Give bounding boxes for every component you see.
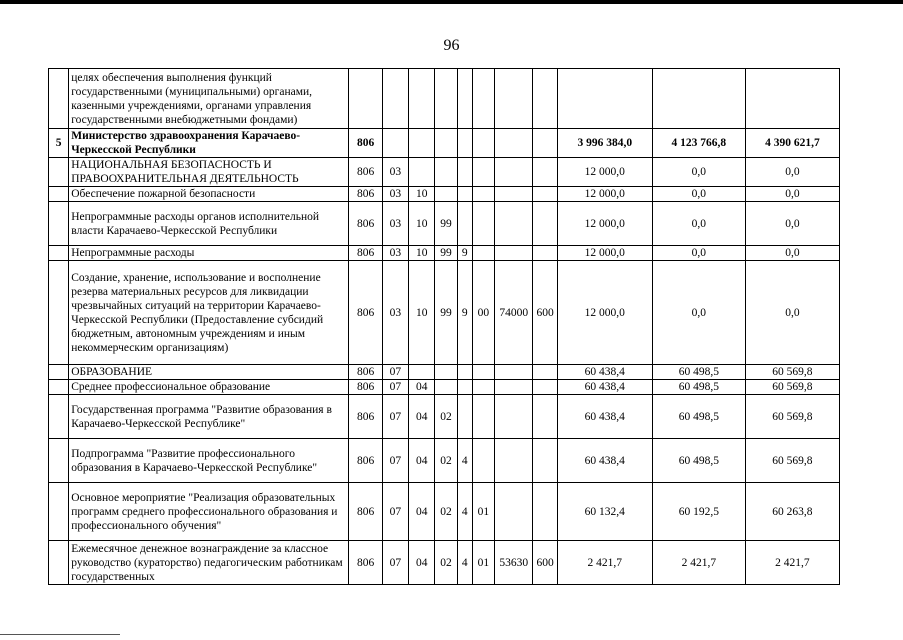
code-cell: 53630 [495, 541, 533, 585]
code-cell [472, 395, 494, 439]
budget-table [48, 68, 840, 585]
code-cell [409, 69, 435, 129]
amount-cell: 3 996 384,0 [557, 129, 652, 158]
code-cell [495, 158, 533, 187]
code-cell [472, 158, 494, 187]
code-cell: 9 [457, 246, 472, 261]
code-cell: 806 [349, 158, 382, 187]
table-row [49, 261, 840, 365]
code-cell [457, 158, 472, 187]
code-cell [495, 439, 533, 483]
row-index-cell [49, 187, 69, 202]
code-cell [472, 187, 494, 202]
code-cell: 806 [349, 129, 382, 158]
amount-cell: 0,0 [745, 246, 839, 261]
code-cell: 4 [457, 541, 472, 585]
code-cell: 4 [457, 439, 472, 483]
code-cell: 806 [349, 365, 382, 380]
code-cell [472, 439, 494, 483]
code-cell: 806 [349, 202, 382, 246]
row-name-cell: Ежемесячное денежное вознаграждение за классное руководство (кураторство) педагогическим работникам государственных [69, 541, 349, 585]
amount-cell [557, 69, 652, 129]
code-cell [472, 380, 494, 395]
code-cell: 806 [349, 380, 382, 395]
amount-cell: 60 569,8 [745, 439, 839, 483]
code-cell [457, 395, 472, 439]
row-name-cell: Подпрограмма "Развитие профессионального образования в Карачаево-Черкесской Республике" [69, 439, 349, 483]
code-cell [495, 69, 533, 129]
code-cell: 00 [472, 261, 494, 365]
row-index-cell [49, 158, 69, 187]
amount-cell: 60 438,4 [557, 365, 652, 380]
amount-cell: 60 192,5 [652, 483, 745, 541]
code-cell [435, 129, 457, 158]
row-name-cell: Непрограммные расходы [69, 246, 349, 261]
code-cell: 02 [435, 439, 457, 483]
code-cell [409, 129, 435, 158]
code-cell [472, 129, 494, 158]
table-row [49, 380, 840, 395]
code-cell [495, 380, 533, 395]
row-index-cell [49, 202, 69, 246]
code-cell [472, 69, 494, 129]
code-cell [495, 129, 533, 158]
table-row [49, 202, 840, 246]
amount-cell: 2 421,7 [745, 541, 839, 585]
amount-cell: 60 569,8 [745, 365, 839, 380]
amount-cell: 60 263,8 [745, 483, 839, 541]
row-name-cell: НАЦИОНАЛЬНАЯ БЕЗОПАСНОСТЬ И ПРАВООХРАНИТЕЛЬНАЯ ДЕЯТЕЛЬНОСТЬ [69, 158, 349, 187]
code-cell: 04 [409, 439, 435, 483]
row-name-cell: целях обеспечения выполнения функций государственными (муниципальными) органами, казенными учреждениями, органами управления государственными внебюджетными фондами) [69, 69, 349, 129]
amount-cell: 0,0 [652, 202, 745, 246]
amount-cell: 0,0 [745, 202, 839, 246]
code-cell: 04 [409, 380, 435, 395]
row-name-cell: Непрограммные расходы органов исполнительной власти Карачаево-Черкесской Республики [69, 202, 349, 246]
code-cell [435, 158, 457, 187]
row-index-cell [49, 541, 69, 585]
table-row [49, 129, 840, 158]
table-row [49, 395, 840, 439]
code-cell [382, 129, 408, 158]
row-name-cell: Обеспечение пожарной безопасности [69, 187, 349, 202]
code-cell: 01 [472, 483, 494, 541]
amount-cell [652, 69, 745, 129]
code-cell: 99 [435, 202, 457, 246]
code-cell: 07 [382, 541, 408, 585]
code-cell [457, 129, 472, 158]
code-cell: 99 [435, 261, 457, 365]
code-cell [457, 365, 472, 380]
code-cell [533, 483, 557, 541]
code-cell [533, 158, 557, 187]
row-name-cell: Среднее профессиональное образование [69, 380, 349, 395]
code-cell [533, 187, 557, 202]
amount-cell: 2 421,7 [557, 541, 652, 585]
amount-cell: 0,0 [745, 187, 839, 202]
code-cell: 806 [349, 541, 382, 585]
footnote-rule [0, 634, 120, 635]
code-cell: 07 [382, 439, 408, 483]
code-cell: 04 [409, 395, 435, 439]
code-cell: 03 [382, 158, 408, 187]
amount-cell: 60 438,4 [557, 395, 652, 439]
code-cell [435, 365, 457, 380]
code-cell [472, 246, 494, 261]
code-cell: 07 [382, 365, 408, 380]
amount-cell: 2 421,7 [652, 541, 745, 585]
code-cell: 10 [409, 261, 435, 365]
code-cell: 01 [472, 541, 494, 585]
code-cell: 806 [349, 187, 382, 202]
code-cell [382, 69, 408, 129]
page-number: 96 [443, 37, 460, 54]
code-cell: 02 [435, 395, 457, 439]
amount-cell: 60 132,4 [557, 483, 652, 541]
code-cell [435, 187, 457, 202]
code-cell: 600 [533, 261, 557, 365]
amount-cell: 0,0 [652, 246, 745, 261]
amount-cell: 60 498,5 [652, 439, 745, 483]
code-cell: 74000 [495, 261, 533, 365]
code-cell [472, 365, 494, 380]
amount-cell: 12 000,0 [557, 261, 652, 365]
code-cell [495, 187, 533, 202]
amount-cell: 60 498,5 [652, 380, 745, 395]
code-cell [435, 380, 457, 395]
code-cell: 07 [382, 395, 408, 439]
amount-cell: 0,0 [745, 261, 839, 365]
table-row [49, 69, 840, 129]
row-index-cell [49, 380, 69, 395]
row-index-cell [49, 246, 69, 261]
code-cell [409, 365, 435, 380]
code-cell: 07 [382, 483, 408, 541]
table-row [49, 541, 840, 585]
amount-cell: 0,0 [745, 158, 839, 187]
code-cell [533, 439, 557, 483]
code-cell: 04 [409, 483, 435, 541]
code-cell [457, 380, 472, 395]
code-cell [457, 202, 472, 246]
code-cell: 03 [382, 202, 408, 246]
amount-cell: 60 438,4 [557, 380, 652, 395]
amount-cell: 0,0 [652, 158, 745, 187]
amount-cell: 60 498,5 [652, 365, 745, 380]
row-index-cell: 5 [49, 129, 69, 158]
amount-cell: 12 000,0 [557, 158, 652, 187]
code-cell: 806 [349, 261, 382, 365]
row-name-cell: Создание, хранение, использование и восполнение резерва материальных ресурсов для ликвидации чрезвычайных ситуаций на территории Карачаево-Черкесской Республики (Предоставление субсидий бюджетным, автономным учреждениям и иным некоммерческим организациям) [69, 261, 349, 365]
row-index-cell [49, 483, 69, 541]
code-cell: 600 [533, 541, 557, 585]
amount-cell: 60 498,5 [652, 395, 745, 439]
code-cell [495, 246, 533, 261]
code-cell: 07 [382, 380, 408, 395]
row-index-cell [49, 365, 69, 380]
code-cell [457, 69, 472, 129]
amount-cell: 12 000,0 [557, 202, 652, 246]
code-cell: 806 [349, 395, 382, 439]
amount-cell [745, 69, 839, 129]
row-name-cell: Основное мероприятие "Реализация образовательных программ среднего профессионального образования и профессионального обучения" [69, 483, 349, 541]
row-index-cell [49, 261, 69, 365]
row-index-cell [49, 395, 69, 439]
row-index-cell [49, 439, 69, 483]
amount-cell: 60 438,4 [557, 439, 652, 483]
table-row [49, 439, 840, 483]
code-cell [349, 69, 382, 129]
row-name-cell: Государственная программа "Развитие образования в Карачаево-Черкесской Республике" [69, 395, 349, 439]
code-cell [533, 202, 557, 246]
amount-cell: 0,0 [652, 261, 745, 365]
code-cell: 10 [409, 202, 435, 246]
table-row [49, 365, 840, 380]
code-cell [495, 202, 533, 246]
table-row [49, 187, 840, 202]
amount-cell: 12 000,0 [557, 187, 652, 202]
row-name-cell: ОБРАЗОВАНИЕ [69, 365, 349, 380]
code-cell: 02 [435, 541, 457, 585]
code-cell: 9 [457, 261, 472, 365]
code-cell [495, 395, 533, 439]
code-cell: 03 [382, 246, 408, 261]
row-index-cell [49, 69, 69, 129]
code-cell: 806 [349, 439, 382, 483]
code-cell: 04 [409, 541, 435, 585]
code-cell [533, 69, 557, 129]
code-cell: 10 [409, 187, 435, 202]
code-cell: 10 [409, 246, 435, 261]
code-cell: 806 [349, 246, 382, 261]
code-cell [495, 365, 533, 380]
code-cell: 02 [435, 483, 457, 541]
table-row [49, 246, 840, 261]
code-cell [533, 365, 557, 380]
code-cell [533, 129, 557, 158]
amount-cell: 4 390 621,7 [745, 129, 839, 158]
amount-cell: 60 569,8 [745, 395, 839, 439]
amount-cell: 12 000,0 [557, 246, 652, 261]
amount-cell: 0,0 [652, 187, 745, 202]
code-cell [435, 69, 457, 129]
code-cell [472, 202, 494, 246]
code-cell: 99 [435, 246, 457, 261]
code-cell: 806 [349, 483, 382, 541]
code-cell [533, 380, 557, 395]
code-cell [533, 395, 557, 439]
code-cell [533, 246, 557, 261]
code-cell: 03 [382, 261, 408, 365]
code-cell [409, 158, 435, 187]
table-row [49, 483, 840, 541]
code-cell [457, 187, 472, 202]
row-name-cell: Министерство здравоохранения Карачаево-Черкесской Республики [69, 129, 349, 158]
top-border-rule [0, 0, 903, 4]
code-cell: 4 [457, 483, 472, 541]
code-cell [495, 483, 533, 541]
code-cell: 03 [382, 187, 408, 202]
table-row [49, 158, 840, 187]
amount-cell: 4 123 766,8 [652, 129, 745, 158]
amount-cell: 60 569,8 [745, 380, 839, 395]
